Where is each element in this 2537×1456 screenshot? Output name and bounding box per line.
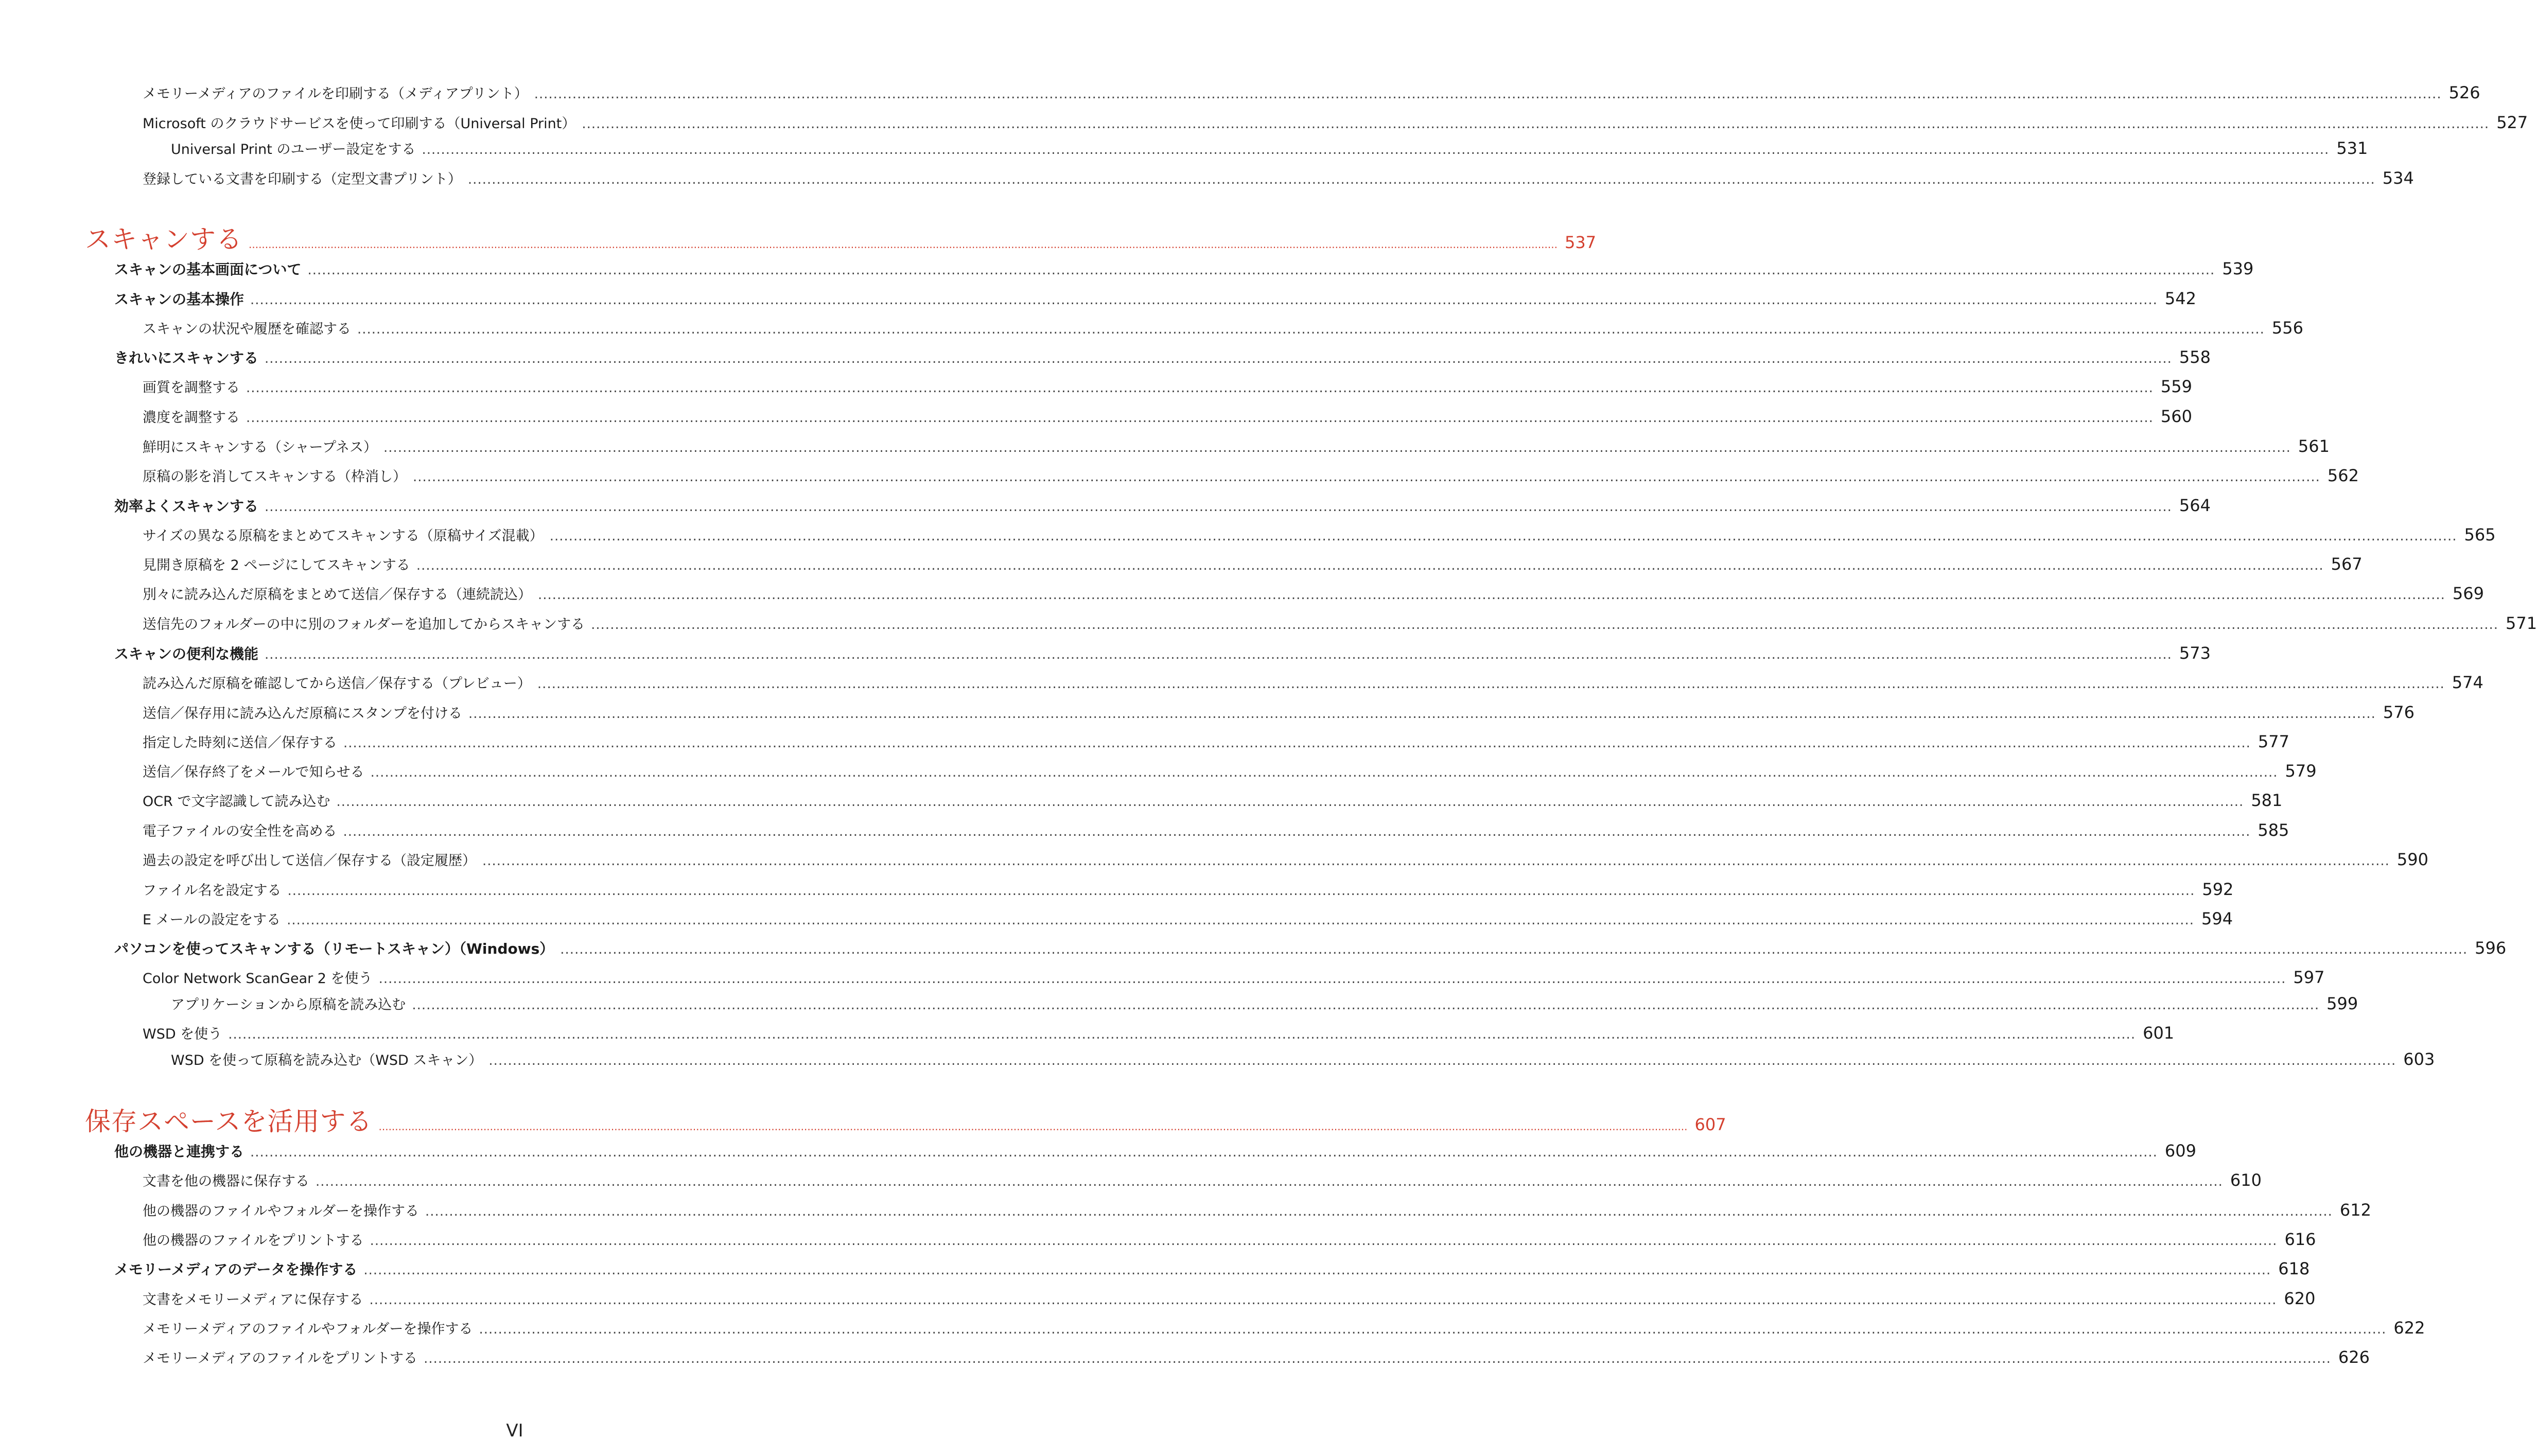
toc-page-number: 622 bbox=[2393, 1318, 2425, 1338]
toc-page-number: 594 bbox=[2201, 909, 2233, 928]
toc-page-number: 573 bbox=[2179, 643, 2211, 663]
toc-page-number: 576 bbox=[2383, 703, 2414, 722]
toc-leader-dots: ................................................................................................................................................................................................................................................................................................................................................................................................................ bbox=[265, 499, 2172, 515]
toc-entry-title: Color Network ScanGear 2 を使う bbox=[143, 971, 373, 987]
toc-page-number: 561 bbox=[2298, 436, 2330, 456]
toc-entry[interactable] bbox=[143, 908, 2233, 928]
toc-page-number: 596 bbox=[2475, 938, 2507, 958]
toc-page-number: 571 bbox=[2506, 613, 2537, 633]
toc-leader-dots: ................................................................................................................................................................................................................................................................................................................................................................................................................ bbox=[246, 410, 2154, 426]
toc-entry-title: WSD を使って原稿を読み込む（WSD スキャン） bbox=[171, 1052, 483, 1068]
toc-page-number: 560 bbox=[2160, 407, 2192, 426]
toc-leader-dots: ................................................................................................................................................................................................................................................................................................................................................................................................................ bbox=[265, 647, 2172, 662]
toc-entry[interactable] bbox=[143, 761, 2317, 781]
toc-entry[interactable] bbox=[143, 849, 2428, 869]
toc-entry-title: 登録している文書を印刷する（定型文書プリント） bbox=[143, 171, 462, 187]
toc-leader-dots: ................................................................................................................................................................................................................................................................................................................................................................................................................ bbox=[549, 529, 2457, 544]
toc-page-number: 542 bbox=[2164, 289, 2196, 308]
toc-entry-title: スキャンの基本操作 bbox=[114, 291, 244, 308]
toc-entry[interactable] bbox=[114, 258, 2254, 279]
toc-leader-dots: ................................................................................................................................................................................................................................................................................................................................................................................................................ bbox=[250, 292, 2158, 308]
toc-entry-title: 他の機器と連携する bbox=[114, 1143, 244, 1160]
toc-entry[interactable] bbox=[143, 168, 2414, 188]
toc-entry-title: 送信／保存終了をメールで知らせる bbox=[143, 764, 364, 780]
toc-entry-title: きれいにスキャンする bbox=[114, 349, 259, 366]
toc-entry[interactable] bbox=[114, 495, 2211, 516]
toc-entry-title: 他の機器のファイルをプリントする bbox=[143, 1233, 364, 1249]
toc-leader-dots: ................................................................................................................................................................................................................................................................................................................................................................................................................ bbox=[424, 1351, 2331, 1366]
toc-entry-title: 読み込んだ原稿を確認してから送信／保存する（プレビュー） bbox=[143, 676, 531, 692]
toc-entry-title: 文書をメモリーメディアに保存する bbox=[143, 1292, 363, 1308]
toc-page-number: 607 bbox=[1694, 1115, 1726, 1134]
toc-entry-title: 保存スペースを活用する bbox=[85, 1107, 373, 1136]
toc-entry[interactable] bbox=[114, 1141, 2196, 1161]
toc-entry[interactable] bbox=[143, 318, 2303, 338]
toc-entry-title: 文書を他の機器に保存する bbox=[143, 1173, 309, 1189]
toc-entry[interactable] bbox=[114, 938, 2507, 958]
toc-leader-dots: ................................................................................................................................................................................................................................................................................................................................................................................................................ bbox=[287, 883, 2195, 899]
toc-page-number: 527 bbox=[2496, 113, 2528, 132]
toc-page-number: 597 bbox=[2293, 968, 2325, 987]
toc-entry[interactable] bbox=[143, 436, 2330, 456]
toc-entry[interactable] bbox=[143, 879, 2234, 899]
toc-page-number: 609 bbox=[2164, 1141, 2196, 1161]
toc-leader-dots: ................................................................................................................................................................................................................................................................................................................................................................................................................ bbox=[316, 1174, 2223, 1189]
toc-page-number: 562 bbox=[2327, 466, 2359, 485]
toc-leader-dots: ................................................................................................................................................................................................................................................................................................................................................................................................................ bbox=[228, 1027, 2136, 1042]
toc-page-number: 537 bbox=[1564, 233, 1597, 252]
toc-leader-dots: ................................................................................................................................................................................................................................................................................................................................................................................................................ bbox=[378, 1120, 1688, 1133]
toc-entry[interactable] bbox=[143, 1170, 2262, 1190]
toc-entry[interactable] bbox=[143, 583, 2484, 603]
toc-entry-title: 見開き原稿を 2 ページにしてスキャンする bbox=[143, 557, 410, 573]
toc-entry-title: 電子ファイルの安全性を高める bbox=[143, 823, 337, 839]
toc-leader-dots: ................................................................................................................................................................................................................................................................................................................................................................................................................ bbox=[250, 1145, 2158, 1160]
toc-page-number: 603 bbox=[2403, 1049, 2435, 1069]
toc-entry[interactable] bbox=[143, 702, 2414, 722]
toc-entry[interactable] bbox=[143, 967, 2325, 987]
toc-entry-title: パソコンを使ってスキャンする（リモートスキャン）（Windows） bbox=[114, 940, 554, 957]
toc-leader-dots: ................................................................................................................................................................................................................................................................................................................................................................................................................ bbox=[537, 676, 2445, 692]
toc-entry-title: 別々に読み込んだ原稿をまとめて送信／保存する（連続読込） bbox=[143, 587, 532, 603]
toc-leader-dots: ................................................................................................................................................................................................................................................................................................................................................................................................................ bbox=[534, 86, 2442, 102]
toc-entry-title: 過去の設定を呼び出して送信／保存する（設定履歴） bbox=[143, 853, 476, 869]
toc-leader-dots: ................................................................................................................................................................................................................................................................................................................................................................................................................ bbox=[582, 116, 2490, 132]
toc-entry-title: スキャンする bbox=[85, 224, 242, 254]
toc-entry-title: 濃度を調整する bbox=[143, 410, 240, 426]
toc-leader-dots: ................................................................................................................................................................................................................................................................................................................................................................................................................ bbox=[538, 587, 2445, 603]
toc-leader-dots: ................................................................................................................................................................................................................................................................................................................................................................................................................ bbox=[336, 794, 2244, 810]
toc-leader-dots: ................................................................................................................................................................................................................................................................................................................................................................................................................ bbox=[357, 322, 2265, 337]
toc-entry-title: メモリーメディアのデータを操作する bbox=[114, 1261, 358, 1278]
toc-page-number: 599 bbox=[2326, 994, 2358, 1013]
toc-entry-title: 効率よくスキャンする bbox=[114, 498, 259, 515]
toc-entry-title: 原稿の影を消してスキャンする（枠消し） bbox=[143, 469, 407, 485]
toc-leader-dots: ................................................................................................................................................................................................................................................................................................................................................................................................................ bbox=[412, 997, 2320, 1013]
toc-entry[interactable] bbox=[114, 288, 2196, 309]
toc-entry-title: ファイル名を設定する bbox=[143, 883, 282, 899]
toc-chapter-entry[interactable] bbox=[85, 1101, 1726, 1138]
toc-leader-dots: ................................................................................................................................................................................................................................................................................................................................................................................................................ bbox=[363, 1262, 2271, 1278]
page-number: VI bbox=[506, 1420, 523, 1441]
toc-entry[interactable] bbox=[143, 1200, 2371, 1220]
toc-page-number: 526 bbox=[2448, 83, 2480, 102]
toc-entry-title: スキャンの基本画面について bbox=[114, 261, 302, 278]
toc-entry[interactable] bbox=[143, 376, 2192, 396]
toc-page-number: 556 bbox=[2271, 318, 2303, 338]
toc-entry-title: Universal Print のユーザー設定をする bbox=[171, 142, 416, 157]
toc-page-number: 559 bbox=[2160, 377, 2192, 396]
toc-entry[interactable] bbox=[143, 1318, 2425, 1338]
toc-entry-title: スキャンの便利な機能 bbox=[114, 645, 259, 662]
toc-entry[interactable] bbox=[114, 643, 2211, 663]
toc-page-number: 569 bbox=[2452, 584, 2484, 603]
toc-page-number: 620 bbox=[2284, 1289, 2316, 1308]
toc-chapter-entry[interactable] bbox=[85, 219, 1597, 256]
toc-leader-dots: ................................................................................................................................................................................................................................................................................................................................................................................................................ bbox=[467, 172, 2375, 187]
toc-page-number: 531 bbox=[2336, 138, 2368, 158]
toc-leader-dots: ................................................................................................................................................................................................................................................................................................................................................................................................................ bbox=[246, 380, 2154, 396]
toc-entry[interactable] bbox=[143, 112, 2528, 132]
toc-entry[interactable] bbox=[143, 524, 2496, 545]
toc-entry-title: サイズの異なる原稿をまとめてスキャンする（原稿サイズ混載） bbox=[143, 528, 544, 544]
toc-leader-dots: ................................................................................................................................................................................................................................................................................................................................................................................................................ bbox=[482, 853, 2390, 869]
toc-page-number: 601 bbox=[2143, 1023, 2175, 1043]
toc-page-number: 567 bbox=[2331, 554, 2363, 574]
toc-page-number: 585 bbox=[2258, 820, 2289, 840]
toc-entry-title: 指定した時刻に送信／保存する bbox=[143, 735, 337, 751]
toc-entry[interactable] bbox=[114, 347, 2211, 367]
toc-entry-title: メモリーメディアのファイルやフォルダーを操作する bbox=[143, 1321, 473, 1337]
toc-leader-dots: ................................................................................................................................................................................................................................................................................................................................................................................................................ bbox=[422, 142, 2330, 157]
toc-entry-title: Microsoft のクラウドサービスを使って印刷する（Universal Print） bbox=[143, 116, 576, 132]
toc-leader-dots: ................................................................................................................................................................................................................................................................................................................................................................................................................ bbox=[378, 971, 2286, 987]
toc-entry[interactable] bbox=[143, 731, 2289, 751]
toc-entry-title: 鮮明にスキャンする（シャープネス） bbox=[143, 440, 378, 455]
toc-page-number: 534 bbox=[2382, 168, 2414, 188]
toc-page-number: 574 bbox=[2452, 673, 2483, 692]
toc-leader-dots: ................................................................................................................................................................................................................................................................................................................................................................................................................ bbox=[343, 824, 2251, 839]
toc-entry-title: 他の機器のファイルやフォルダーを操作する bbox=[143, 1203, 419, 1219]
toc-entry[interactable] bbox=[143, 820, 2289, 840]
toc-leader-dots: ................................................................................................................................................................................................................................................................................................................................................................................................................ bbox=[343, 735, 2251, 751]
toc-entry[interactable] bbox=[143, 672, 2483, 692]
toc-leader-dots: ................................................................................................................................................................................................................................................................................................................................................................................................................ bbox=[591, 617, 2498, 633]
toc-page-number: 626 bbox=[2338, 1347, 2370, 1367]
toc-leader-dots: ................................................................................................................................................................................................................................................................................................................................................................................................................ bbox=[249, 238, 1558, 251]
toc-entry[interactable] bbox=[143, 406, 2192, 426]
toc-page-number: 558 bbox=[2179, 347, 2211, 367]
toc-page-number: 564 bbox=[2179, 496, 2211, 515]
toc-entry[interactable] bbox=[143, 613, 2537, 633]
toc-leader-dots: ................................................................................................................................................................................................................................................................................................................................................................................................................ bbox=[369, 1292, 2277, 1308]
toc-leader-dots: ................................................................................................................................................................................................................................................................................................................................................................................................................ bbox=[265, 351, 2172, 366]
toc-entry[interactable] bbox=[143, 790, 2283, 810]
toc-entry-title: メモリーメディアのファイルをプリントする bbox=[143, 1350, 418, 1366]
toc-page-number: 565 bbox=[2464, 525, 2496, 545]
toc-entry[interactable] bbox=[114, 1258, 2310, 1279]
toc-entry-title: メモリーメディアのファイルを印刷する（メディアプリント） bbox=[143, 86, 528, 102]
toc-leader-dots: ................................................................................................................................................................................................................................................................................................................................................................................................................ bbox=[413, 469, 2320, 485]
toc-page-number: 618 bbox=[2278, 1259, 2310, 1278]
toc-entry-title: WSD を使う bbox=[143, 1026, 222, 1042]
toc-leader-dots: ................................................................................................................................................................................................................................................................................................................................................................................................................ bbox=[560, 942, 2468, 957]
toc-leader-dots: ................................................................................................................................................................................................................................................................................................................................................................................................................ bbox=[468, 706, 2376, 722]
toc-leader-dots: ................................................................................................................................................................................................................................................................................................................................................................................................................ bbox=[307, 262, 2215, 278]
toc-page-number: 577 bbox=[2258, 732, 2289, 751]
toc-page-number: 590 bbox=[2396, 850, 2428, 869]
toc-page-number: 539 bbox=[2222, 259, 2254, 278]
toc-leader-dots: ................................................................................................................................................................................................................................................................................................................................................................................................................ bbox=[425, 1204, 2333, 1219]
toc-page-number: 592 bbox=[2202, 880, 2234, 899]
toc-entry[interactable] bbox=[171, 138, 2368, 158]
toc-entry-title: 送信先のフォルダーの中に別のフォルダーを追加してからスキャンする bbox=[143, 617, 585, 633]
toc-entry[interactable] bbox=[143, 1288, 2316, 1308]
toc-leader-dots: ................................................................................................................................................................................................................................................................................................................................................................................................................ bbox=[383, 440, 2291, 455]
toc-leader-dots: ................................................................................................................................................................................................................................................................................................................................................................................................................ bbox=[479, 1322, 2387, 1337]
toc-entry[interactable] bbox=[143, 1023, 2175, 1043]
toc-entry[interactable] bbox=[171, 1049, 2435, 1069]
toc-leader-dots: ................................................................................................................................................................................................................................................................................................................................................................................................................ bbox=[416, 558, 2324, 573]
toc-page-number: 616 bbox=[2284, 1230, 2316, 1249]
toc-leader-dots: ................................................................................................................................................................................................................................................................................................................................................................................................................ bbox=[488, 1053, 2396, 1068]
toc-entry[interactable] bbox=[143, 1347, 2370, 1367]
toc-leader-dots: ................................................................................................................................................................................................................................................................................................................................................................................................................ bbox=[287, 913, 2194, 928]
toc-entry-title: OCR で文字認識して読み込む bbox=[143, 794, 330, 810]
toc-entry[interactable] bbox=[171, 993, 2358, 1013]
toc-entry-title: スキャンの状況や履歴を確認する bbox=[143, 321, 351, 337]
toc-entry[interactable] bbox=[143, 465, 2359, 485]
toc-entry-title: E メールの設定をする bbox=[143, 912, 281, 928]
toc-page-number: 610 bbox=[2230, 1170, 2262, 1190]
toc-entry-title: 送信／保存用に読み込んだ原稿にスタンプを付ける bbox=[143, 706, 462, 722]
toc-entry[interactable] bbox=[143, 554, 2363, 574]
toc-page-number: 581 bbox=[2251, 791, 2283, 810]
toc-leader-dots: ................................................................................................................................................................................................................................................................................................................................................................................................................ bbox=[370, 765, 2278, 780]
toc-entry[interactable] bbox=[143, 82, 2480, 102]
toc-page-number: 612 bbox=[2339, 1200, 2371, 1220]
toc-page-number: 579 bbox=[2285, 761, 2317, 781]
toc-entry-title: アプリケーションから原稿を読み込む bbox=[171, 997, 406, 1013]
toc-entry[interactable] bbox=[143, 1229, 2316, 1249]
toc-entry-title: 画質を調整する bbox=[143, 380, 240, 396]
toc-leader-dots: ................................................................................................................................................................................................................................................................................................................................................................................................................ bbox=[370, 1233, 2278, 1249]
